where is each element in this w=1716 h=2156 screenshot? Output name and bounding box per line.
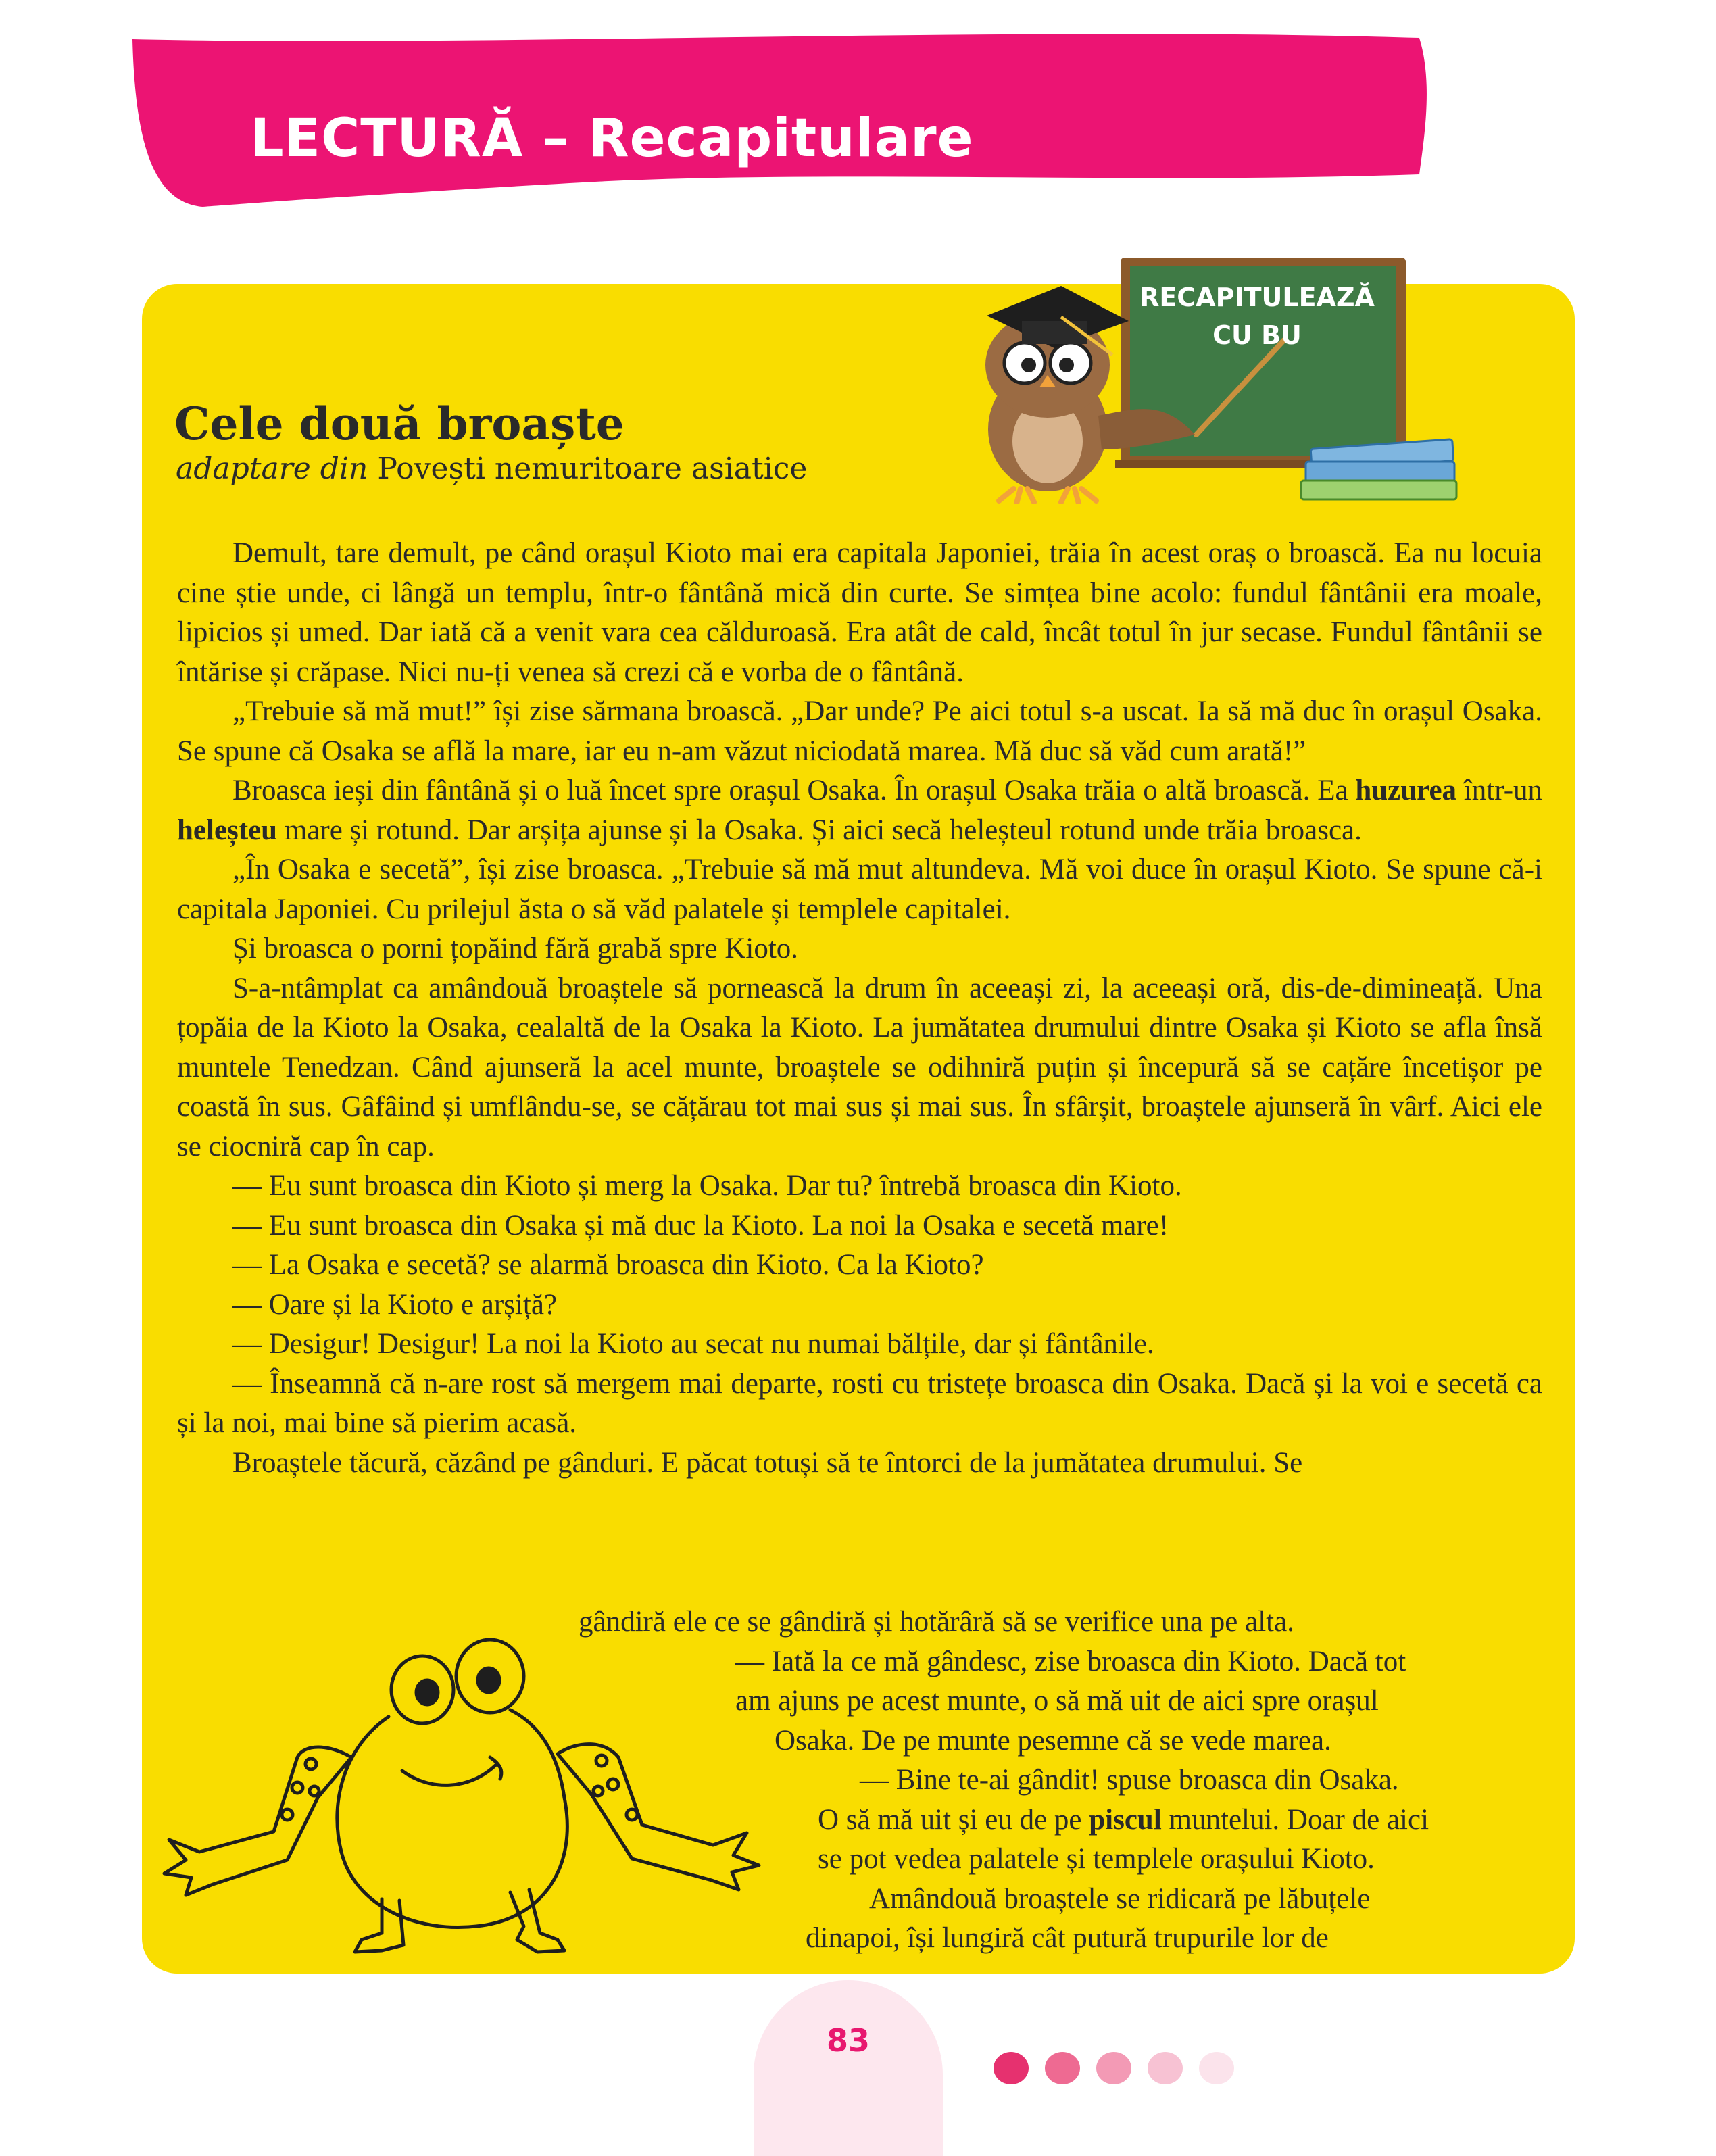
dialogue-line-7-a: — Iată la ce mă gândesc, zise broasca din Kioto. Dacă tot bbox=[735, 1645, 1406, 1677]
paragraph-3-part-e: mare și rotund. Dar arșița ajunse și la Osaka. Și aici secă heleșteul rotund unde trăia broasca. bbox=[284, 814, 1362, 846]
decorative-dot-1 bbox=[994, 2052, 1029, 2084]
section-title: LECTURĂ – Recapitulare bbox=[250, 108, 974, 169]
paragraph-4: „În Osaka e secetă”, își zise broasca. „Trebuie să mă mut altundeva. Mă voi duce în orașul Kioto. Se spune că-i capitala Japoniei. Cu prilejul ăsta o să văd palatele și templele capitalei. bbox=[177, 854, 1542, 925]
paragraph-5: Și broasca o porni țopăind fără grabă spre Kioto. bbox=[232, 933, 799, 964]
page-number: 83 bbox=[826, 2022, 870, 2059]
chalkboard-label bbox=[1122, 278, 1392, 354]
paragraph-6: S-a-ntâmplat ca amândouă broaștele să pornească la drum în aceeași zi, la aceeași oră, dis-de-dimineață. Una țopăia de la Kioto la Osaka, cealaltă de la Osaka la Kioto. La jumătatea drumului dintre Osaka și Kioto se afla însă muntele Tenedzan. Când ajunseră la acel munte, broaștele se odihniră puțin și începură să se cațăre încetișor pe coastă în sus. Gâfâind și umflându-se, se cățărau tot mai sus și mai sus. În sfârșit, broaștele ajunseră în vârf. Aici ele se ciocniră cap în cap. bbox=[177, 972, 1542, 1162]
decorative-dot-5 bbox=[1199, 2052, 1234, 2084]
frog-outline-icon bbox=[159, 1622, 787, 1960]
chalkboard-label-line-2: CU BU bbox=[1212, 320, 1302, 350]
decorative-dot-2 bbox=[1045, 2052, 1080, 2084]
paragraph-3 bbox=[177, 771, 1542, 850]
dialogue-line-8-c: se pot vedea palatele și templele orașului Kioto. bbox=[818, 1843, 1375, 1875]
page-number-background bbox=[754, 1980, 943, 2156]
dialogue-line-8-b-start: O să mă uit și eu de pe bbox=[818, 1803, 1082, 1836]
source-prefix: adaptare din bbox=[176, 451, 368, 486]
dialogue-line-8-a: — Bine te-ai gândit! spuse broasca din Osaka. bbox=[860, 1764, 1399, 1796]
dialogue-line-8-b-end: muntelui. Doar de aici bbox=[1169, 1803, 1429, 1836]
vocab-word-helesteu: heleșteu bbox=[177, 814, 278, 846]
chalkboard-label-line-1: RECAPITULEAZĂ bbox=[1139, 283, 1375, 312]
paragraph-7-rest: ele ce se gândiră și hotărâră să se verifice una pe alta. bbox=[672, 1606, 1294, 1638]
source-name: Povești nemuritoare asiatice bbox=[377, 451, 808, 486]
story-body bbox=[177, 534, 1542, 1483]
dialogue-line-1: — Eu sunt broasca din Kioto și merg la Osaka. Dar tu? întrebă broasca din Kioto. bbox=[232, 1170, 1182, 1202]
paragraph-7: Broaștele tăcură, căzând pe gânduri. E păcat totuși să te întorci de la jumătatea drumului. Se bbox=[232, 1446, 1303, 1479]
vocab-word-huzurea: huzurea bbox=[1355, 775, 1457, 806]
decorative-dot-4 bbox=[1148, 2052, 1183, 2084]
paragraph-3-part-c: într-un bbox=[1463, 775, 1543, 806]
dialogue-line-6: — Înseamnă că n-are rost să mergem mai departe, rosti cu tristețe broasca din Osaka. Dacă și la voi e secetă ca și la noi, mai bine să pierim acasă. bbox=[177, 1367, 1542, 1439]
dialogue-line-2: — Eu sunt broasca din Osaka și mă duc la Kioto. La noi la Osaka e secetă mare! bbox=[232, 1209, 1169, 1242]
dialogue-line-4: — Oare și la Kioto e arșiță? bbox=[232, 1288, 557, 1321]
story-source bbox=[176, 451, 807, 486]
decorative-dot-3 bbox=[1096, 2052, 1131, 2084]
dialogue-line-5: — Desigur! Desigur! La noi la Kioto au secat nu numai bălțile, dar și fântânile. bbox=[232, 1328, 1154, 1360]
story-title: Cele două broaște bbox=[174, 397, 624, 450]
vocab-word-piscul: piscul bbox=[1089, 1803, 1162, 1836]
paragraph-9-b: dinapoi, își lungiră cât putură trupurile lor de bbox=[806, 1922, 1329, 1954]
paragraph-9-a: Amândouă broaștele se ridicară pe lăbuțele bbox=[869, 1882, 1371, 1915]
vocab-word-gandira: gândiră bbox=[579, 1606, 666, 1638]
dialogue-line-3: — La Osaka e secetă? se alarmă broasca din Kioto. Ca la Kioto? bbox=[232, 1249, 984, 1281]
dialogue-line-7-c: Osaka. De pe munte pesemne că se vede marea. bbox=[775, 1724, 1331, 1757]
dialogue-line-7-b: am ajuns pe acest munte, o să mă uit de aici spre orașul bbox=[735, 1685, 1379, 1717]
paragraph-1: Demult, tare demult, pe când orașul Kioto mai era capitala Japoniei, trăia în acest oraș o broască. Ea nu locuia cine știe unde, ci lângă un templu, într-o fântână mică din curte. Se simțea bine acolo: fundul fântânii era moale, lipicios și umed. Dar iată că a venit vara cea călduroasă. Era atât de cald, încât totul în jur secase. Fundul fântânii se întărise și crăpase. Nici nu-ți venea să crezi că e vorba de o fântână. bbox=[177, 537, 1542, 688]
paragraph-3-part-a: Broasca ieși din fântână și o luă încet spre orașul Osaka. În orașul Osaka trăia o altă broască. Ea bbox=[232, 775, 1348, 806]
paragraph-2: „Trebuie să mă mut!” își zise sărmana broască. „Dar unde? Pe aici totul s-a uscat. Ia să mă duc în orașul Osaka. Se spune că Osaka se află la mare, iar eu n-am văzut niciodată marea. Mă duc să văd cum arată!” bbox=[177, 695, 1542, 767]
